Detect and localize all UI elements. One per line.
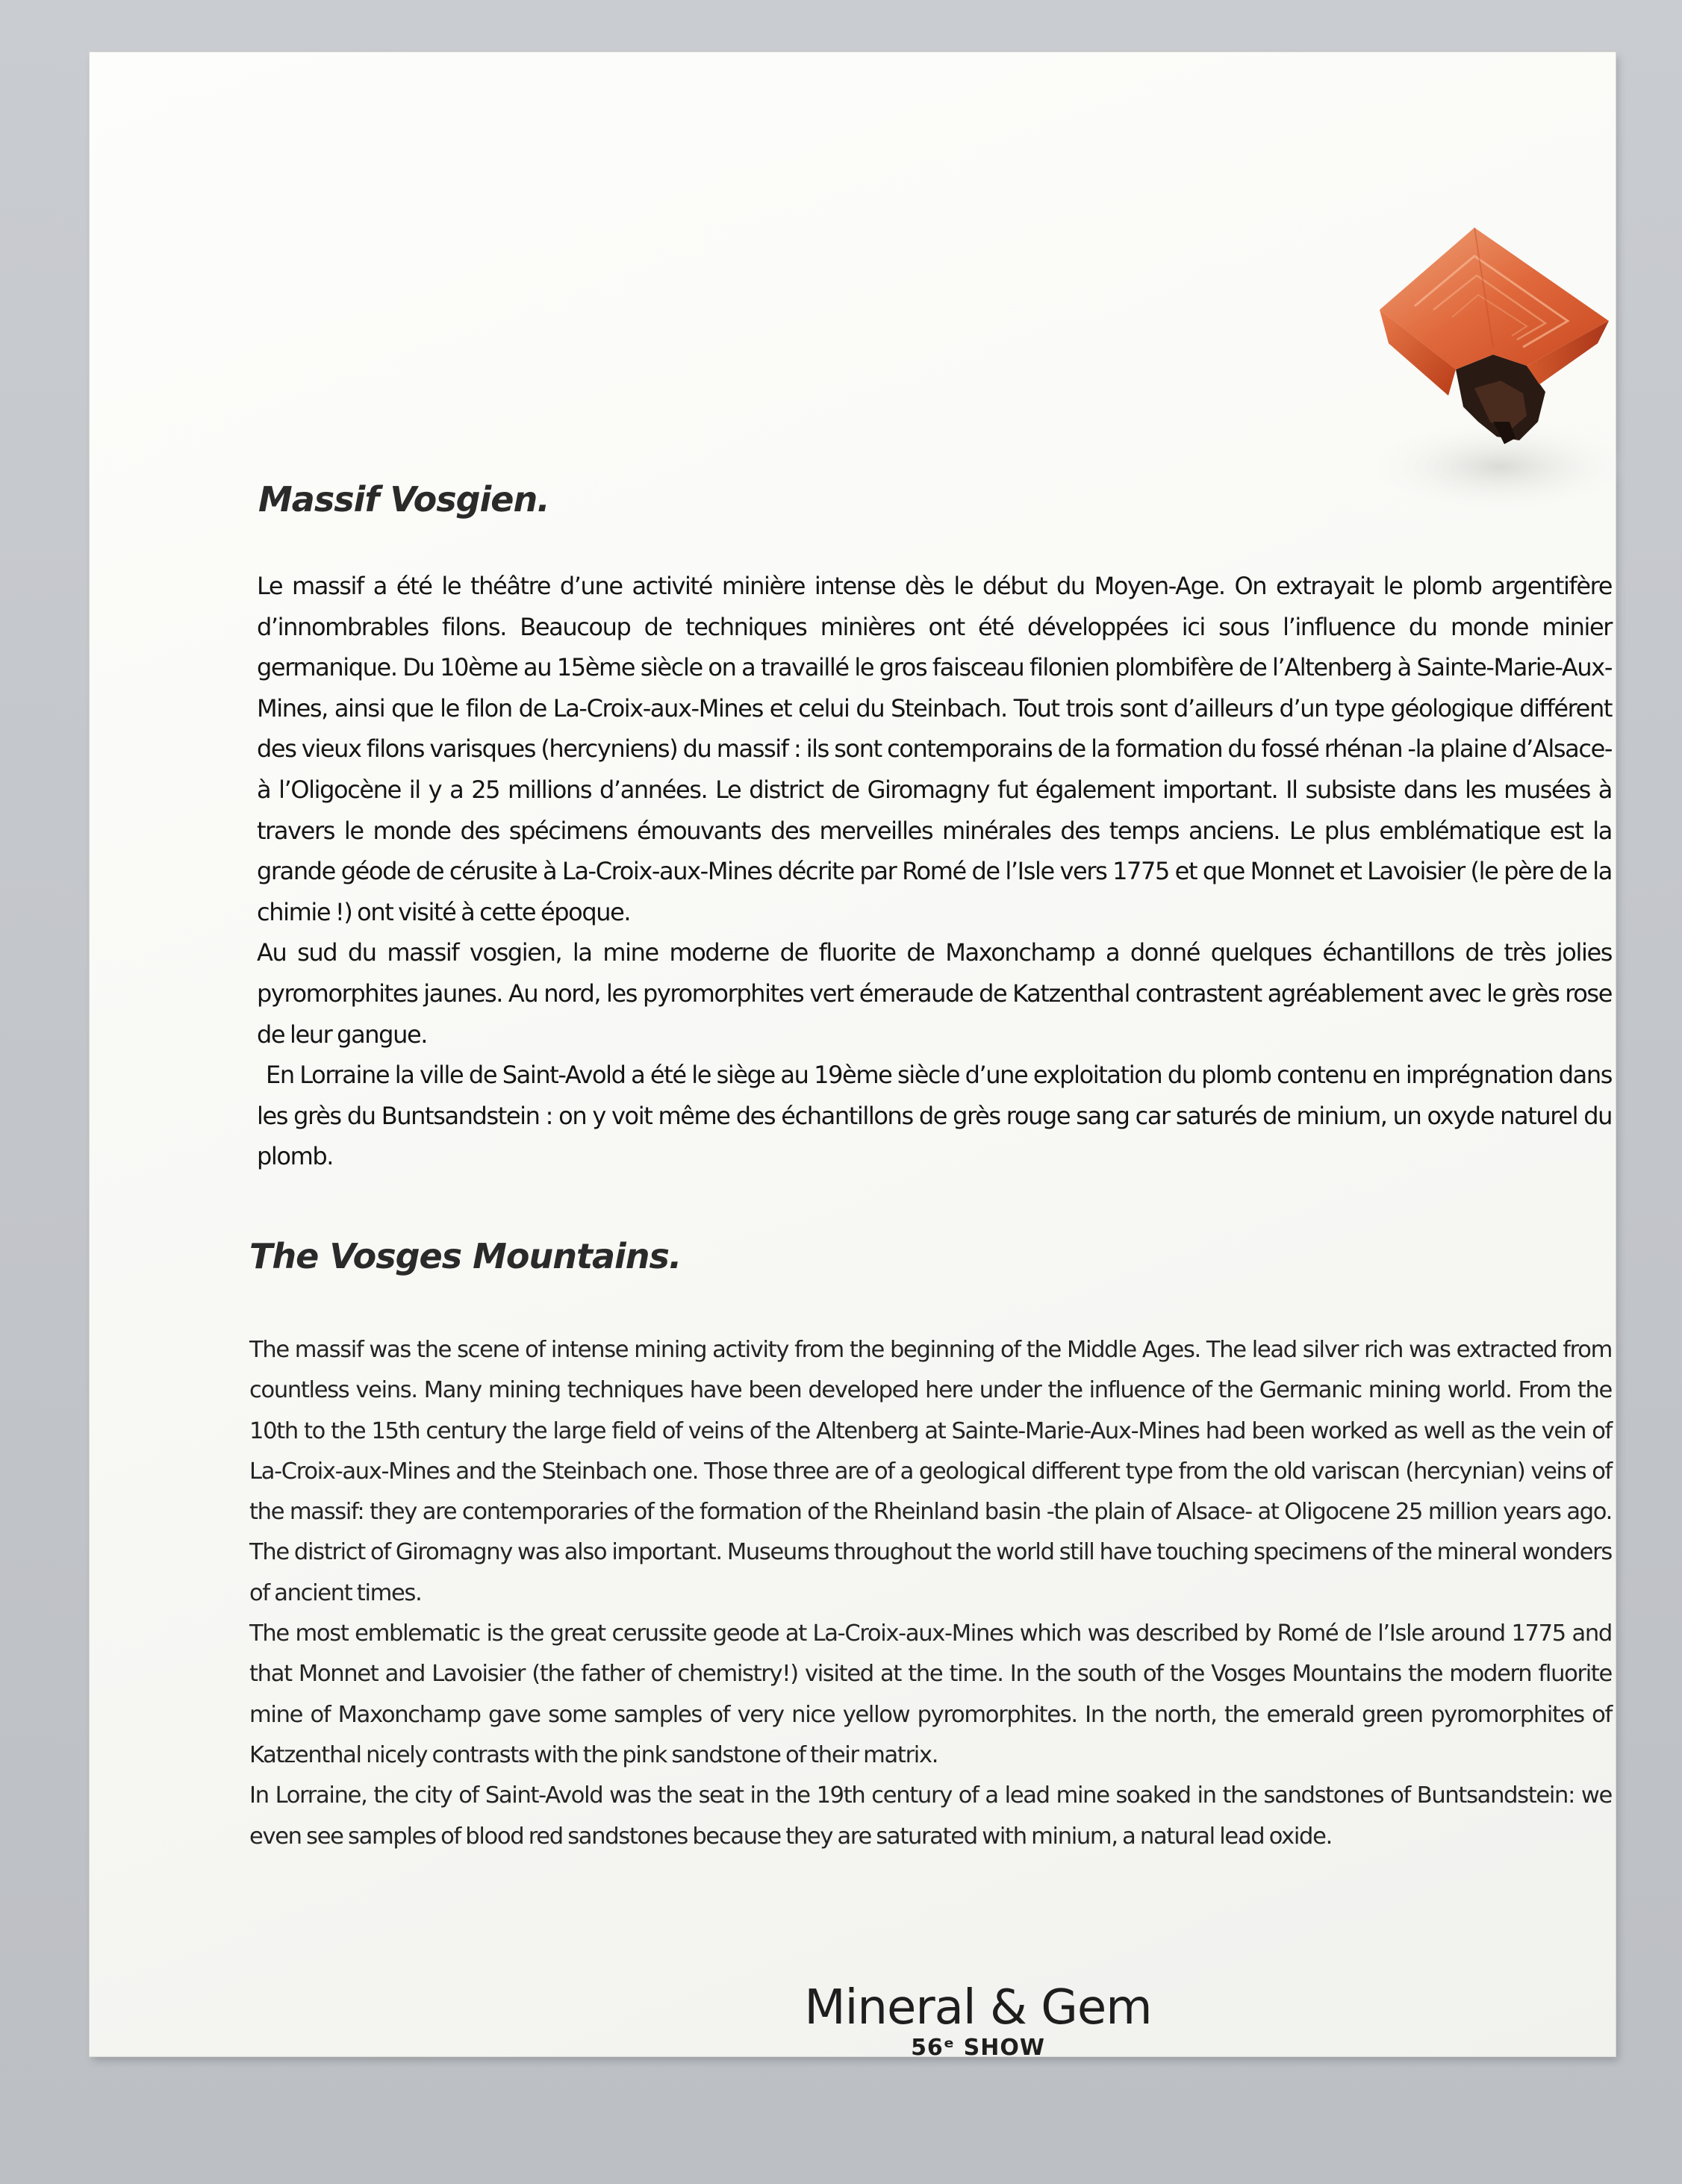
french-body: [257, 566, 1612, 1177]
mineral-crystal-photo: [1344, 198, 1635, 526]
english-paragraph: The most emblematic is the great cerussite geode at La-Croix-aux-Mines which was described by Romé de l’Isle around 1775 and that Monnet and Lavoisier (the father of chemistry!) visited at the time. In the south of the Vosges Mountains the modern fluorite mine of Maxonchamp gave some samples of very nice yellow pyromorphites. In the north, the emerald green pyromorphites of Katzenthal nicely contrasts with the pink sandstone of their matrix.: [249, 1620, 1612, 1768]
french-section-title: Massif Vosgien.: [258, 479, 549, 520]
french-paragraph: En Lorraine la ville de Saint-Avold a été le siège au 19ème siècle d’une exploitation du plomb contenu en imprégnation dans les grès du Buntsandstein : on y voit même des échantillons de grès rouge sang car saturés de minium, un oxyde naturel du plomb.: [257, 1061, 1612, 1171]
logo-main-text: Mineral & Gem: [804, 1980, 1152, 2035]
english-section-title: The Vosges Mountains.: [249, 1236, 682, 1276]
french-paragraph: Le massif a été le théâtre d’une activité minière intense dès le début du Moyen-Age. On extrayait le plomb argentifère d’innombrables filons. Beaucoup de techniques minières ont été développées ici sous l’influence du monde minier germanique. Du 10ème au 15ème siècle on a travaillé le gros faisceau filonien plombifère de l’Altenberg à Sainte-Marie-Aux-Mines, ainsi que le filon de La-Croix-aux-Mines et celui du Steinbach. Tout trois sont d’ailleurs d’un type géologique différent des vieux filons varisques (hercyniens) du massif : ils sont contemporains de la formation du fossé rhénan -la plaine d’Alsace- à l’Oligocène il y a 25 millions d’années. Le district de Giromagny fut également important. Il subsiste dans les musées à travers le monde des spécimens émouvants des merveilles minérales des temps anciens. Le plus emblématique est la grande géode de cérusite à La-Croix-aux-Mines décrite par Romé de l’Isle vers 1775 et que Monnet et Lavoisier (le père de la chimie !) ont visité à cette époque.: [257, 572, 1612, 926]
french-paragraph: Au sud du massif vosgien, la mine moderne de fluorite de Maxonchamp a donné quelques échantillons de très jolies pyromorphites jaunes. Au nord, les pyromorphites vert émeraude de Katzenthal contrastent agréablement avec le grès rose de leur gangue.: [257, 938, 1612, 1049]
show-logo: [702, 1980, 1254, 2061]
english-paragraph: In Lorraine, the city of Saint-Avold was the seat in the 19th century of a lead mine soaked in the sandstones of Buntsandstein: we even see samples of blood red sandstones because they are saturated with minium, a natural lead oxide.: [249, 1782, 1612, 1850]
info-card: [90, 52, 1616, 2061]
english-paragraph: The massif was the scene of intense mining activity from the beginning of the Middle Ages. The lead silver rich was extracted from countless veins. Many mining techniques have been developed here under the influence of the Germanic mining world. From the 10th to the 15th century the large field of veins of the Altenberg at Sainte-Marie-Aux-Mines had been worked as well as the vein of La-Croix-aux-Mines and the Steinbach one. Those three are of a geological different type from the old variscan (hercynian) veins of the massif: they are contemporaries of the formation of the Rheinland basin -the plain of Alsace- at Oligocene 25 million years ago. The district of Giromagny was also important. Museums throughout the world still have touching specimens of the mineral wonders of ancient times.: [249, 1337, 1612, 1606]
english-body: [249, 1330, 1612, 1857]
logo-sub-text: 56ᵉ SHOW: [911, 2035, 1045, 2061]
